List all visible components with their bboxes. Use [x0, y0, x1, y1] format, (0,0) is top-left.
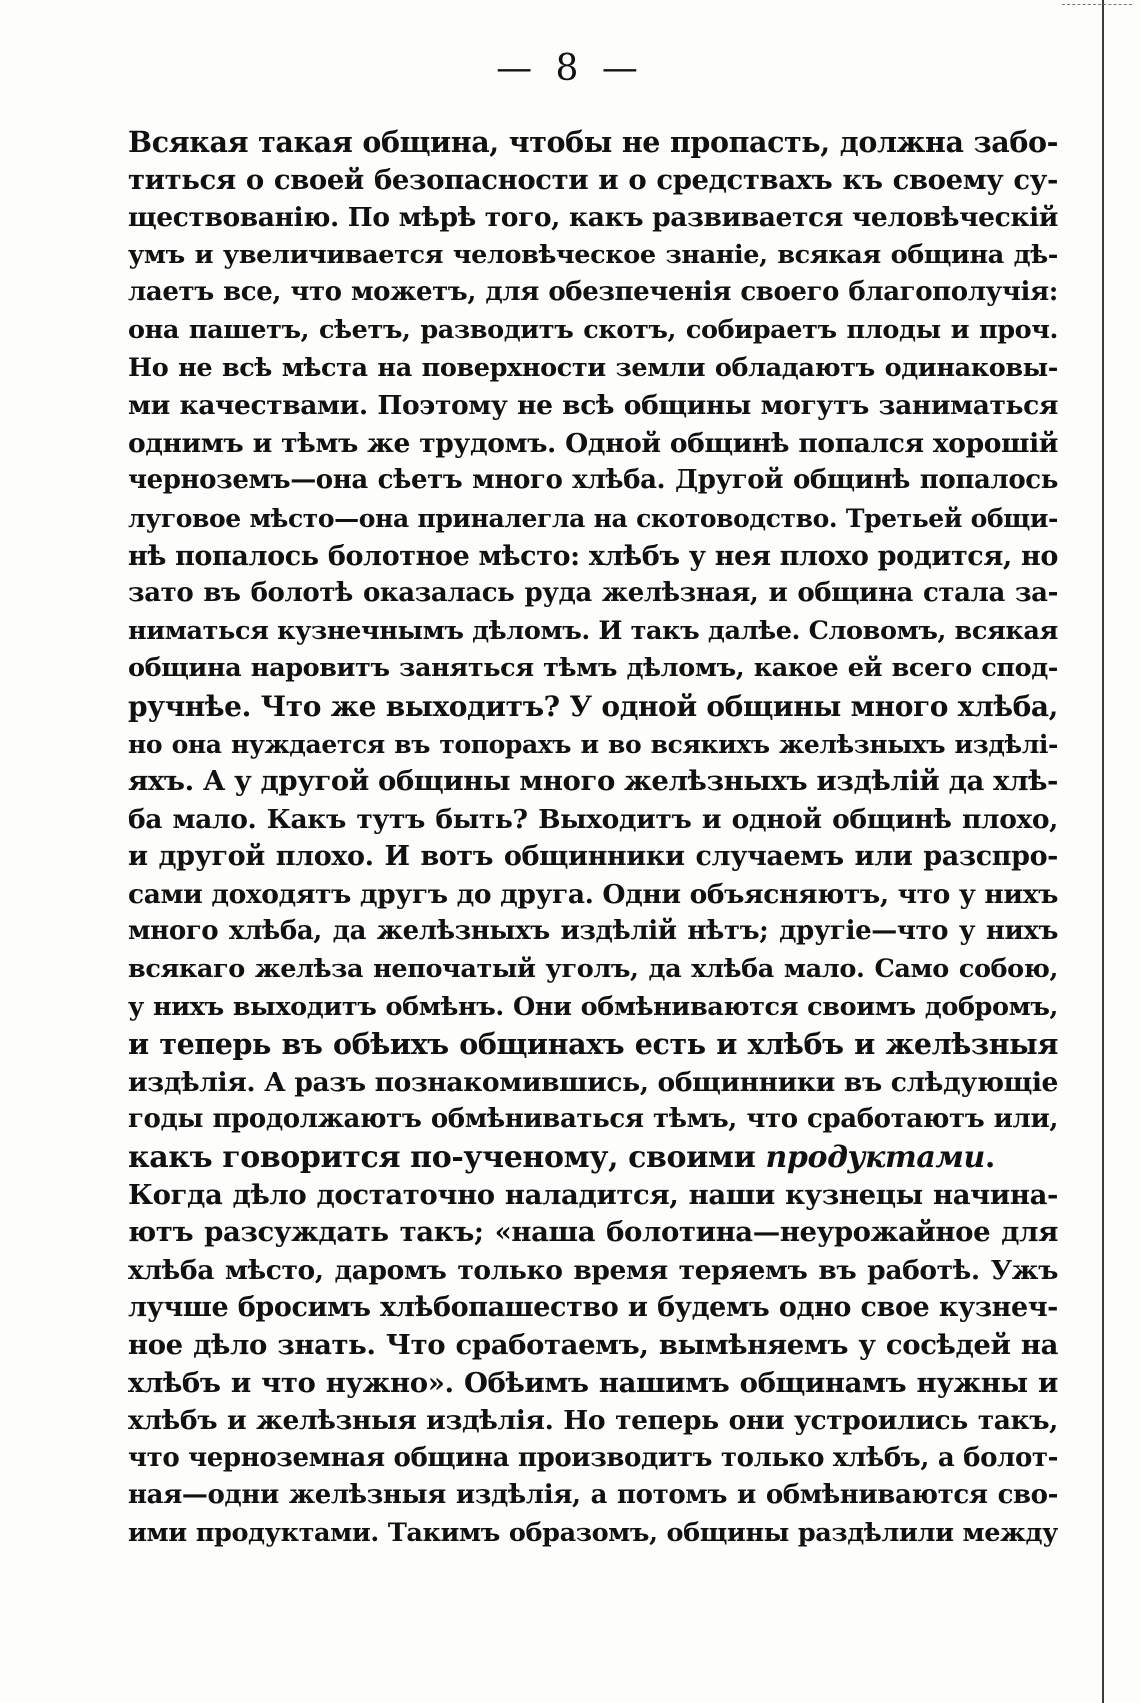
- text-line: ществованію. По мѣрѣ того, какъ развивается человѣческій: [128, 202, 1058, 234]
- text-line: лаетъ все, что можетъ, для обезпеченія своего благополучія:: [128, 277, 1058, 308]
- body-text: [128, 124, 1058, 1553]
- text-line-last: [128, 1139, 1058, 1177]
- text-line: черноземъ—она сѣетъ много хлѣба. Другой общинѣ попалось: [128, 465, 1058, 496]
- text-line: хлѣба мѣсто, даромъ только время теряемъ въ работѣ. Ужъ: [128, 1254, 1058, 1286]
- text-line: много хлѣба, да желѣзныхъ издѣлій нѣтъ; другіе—что у нихъ: [128, 916, 1058, 947]
- text-line: однимъ и тѣмъ же трудомъ. Одной общинѣ попался хорошій: [128, 427, 1058, 459]
- text-line: всякаго желѣза непочатый уголъ, да хлѣба мало. Само собою,: [128, 954, 1058, 985]
- paragraph-1: [128, 124, 1058, 1177]
- text-line: ная—одни желѣзныя издѣлія, а потомъ и обмѣниваются сво-: [128, 1480, 1058, 1511]
- text-line: и другой плохо. И вотъ общинники случаемъ или разспро-: [128, 841, 1058, 873]
- text-line: что черноземная община производитъ только хлѣбъ, а болот-: [128, 1442, 1058, 1473]
- text-line: луговое мѣсто—она приналегла на скотоводство. Третьей общи-: [128, 503, 1058, 533]
- text-line: яхъ. А у другой общины много желѣзныхъ издѣлій да хлѣ-: [128, 765, 1058, 798]
- page-edge-tick: [1062, 4, 1132, 6]
- text-line: ручнѣе. Что же выходитъ? У одной общины много хлѣба,: [128, 689, 1058, 723]
- text-line: и теперь въ обѣихъ общинахъ есть и хлѣбъ и желѣзныя: [128, 1027, 1058, 1062]
- text-line: издѣлія. А разъ познакомившись, общинники въ слѣдующіе: [128, 1066, 1058, 1098]
- text-line: титься о своей безопасности и о средствахъ къ своему су-: [128, 163, 1058, 196]
- text-line: годы продолжаютъ обмѣниваться тѣмъ, что сработаютъ или,: [128, 1104, 1058, 1135]
- text-line: сами доходятъ другъ до друга. Одни объясняютъ, что у нихъ: [128, 878, 1058, 910]
- text-line: ими продуктами. Такимъ образомъ, общины раздѣлили между: [128, 1517, 1058, 1548]
- text-line: она пашетъ, сѣетъ, разводитъ скотъ, собираетъ плоды и проч.: [128, 314, 1058, 345]
- text-line: ми качествами. Поэтому не всѣ общины могутъ заниматься: [128, 390, 1058, 422]
- text-line: у нихъ выходитъ обмѣнъ. Они обмѣниваются своимъ добромъ,: [128, 991, 1058, 1022]
- text-run: какъ говорится по-ученому, своими: [128, 1140, 766, 1176]
- page-edge-line: [1102, 0, 1104, 1703]
- page-number: — 8 —: [496, 48, 644, 89]
- text-line: ютъ разсуждать такъ; «наша болотина—неурожайное для: [128, 1216, 1058, 1249]
- text-line: ниматься кузнечнымъ дѣломъ. И такъ далѣе. Словомъ, всякая: [128, 615, 1058, 646]
- text-line: лучше бросимъ хлѣбопашество и будемъ одно свое кузнеч-: [128, 1292, 1058, 1324]
- text-line: хлѣбъ и что нужно». Обѣимъ нашимъ общинамъ нужны и: [128, 1366, 1058, 1399]
- text-line: община наровитъ заняться тѣмъ дѣломъ, какое ей всего спод-: [128, 653, 1058, 684]
- text-line: нѣ попалось болотное мѣсто: хлѣбъ у нея плохо родится, но: [128, 540, 1058, 572]
- text-line: но она нуждается въ топорахъ и во всякихъ желѣзныхъ издѣлі-: [128, 729, 1058, 759]
- text-line: хлѣбъ и желѣзныя издѣлія. Но теперь они устроились такъ,: [128, 1405, 1058, 1437]
- paragraph-2: [128, 1177, 1058, 1553]
- text-line: умъ и увеличивается человѣческое знаніе, всякая община дѣ-: [128, 239, 1058, 270]
- text-line: ное дѣло знать. Что сработаемъ, вымѣняемъ у сосѣдей на: [128, 1329, 1058, 1361]
- text-line: зато въ болотѣ оказалась руда желѣзная, и община стала за-: [128, 578, 1058, 609]
- text-line: Но не всѣ мѣста на поверхности земли обладаютъ одинаковы-: [128, 352, 1058, 383]
- text-line: Всякая такая община, чтобы не пропасть, должна забо-: [128, 125, 1058, 159]
- text-line: ба мало. Какъ тутъ быть? Выходитъ и одной общинѣ плохо,: [128, 803, 1058, 835]
- emphasized-term: продуктами: [765, 1140, 985, 1176]
- text-line: Когда дѣло достаточно наладится, наши кузнецы начина-: [128, 1178, 1058, 1211]
- text-run: .: [984, 1140, 995, 1176]
